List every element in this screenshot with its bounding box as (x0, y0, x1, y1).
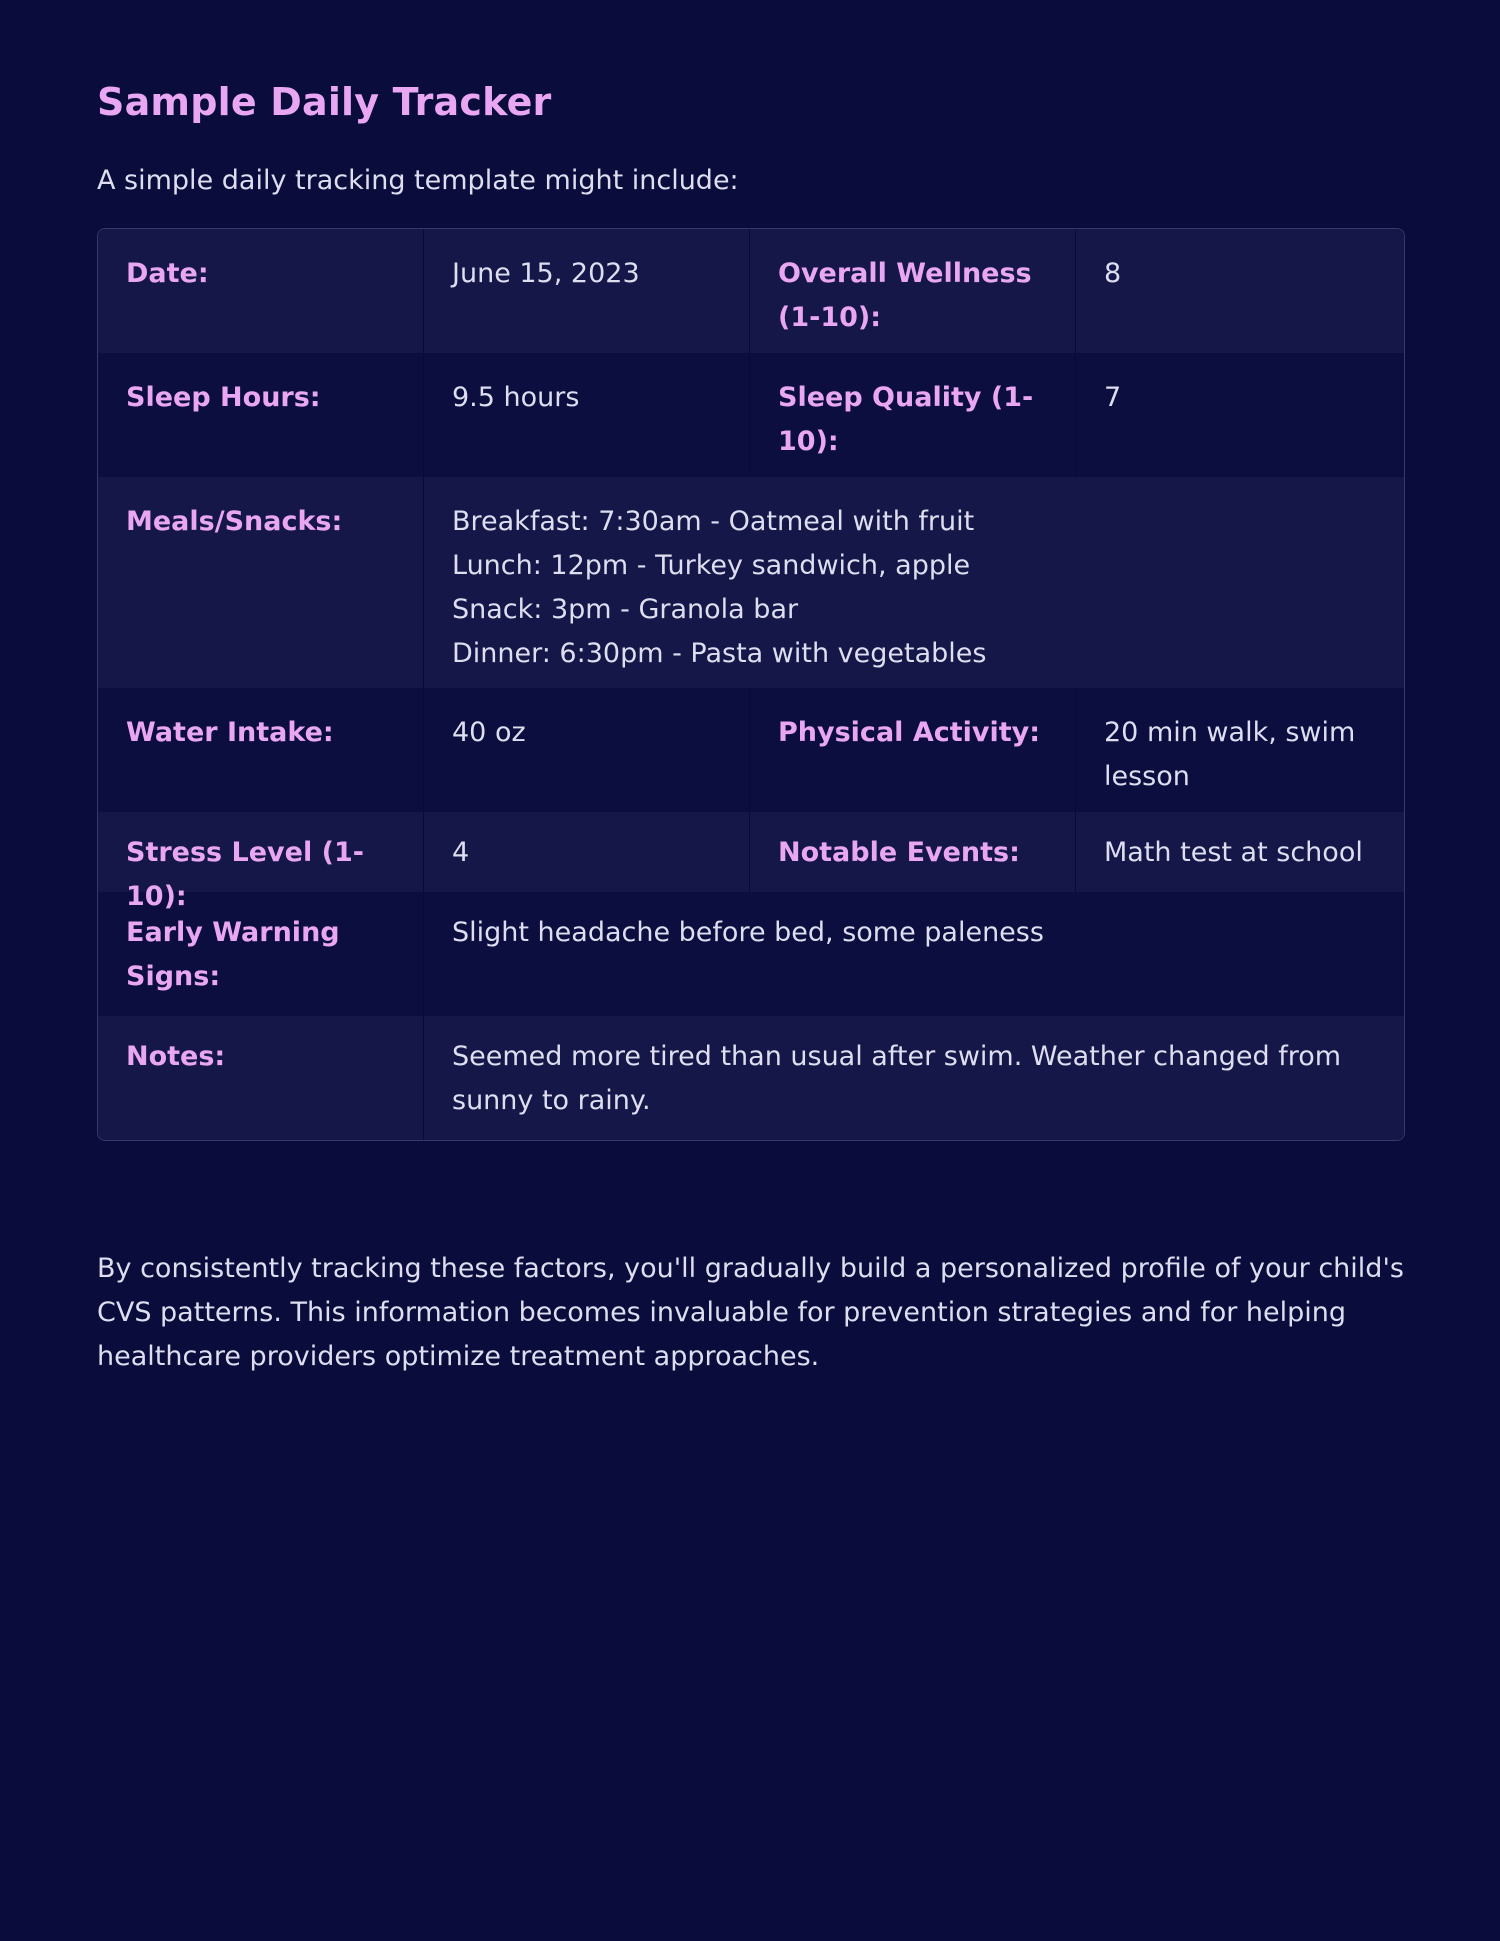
events-value: Math test at school (1104, 837, 1363, 868)
warning-signs-value: Slight headache before bed, some paleness (452, 917, 1044, 948)
table-row (98, 688, 1404, 812)
table-row (98, 353, 1404, 477)
table-row (98, 892, 1404, 1016)
table-row (98, 229, 1404, 353)
sleep-quality-label: Sleep Quality (1-10): (750, 353, 1076, 477)
meal-dinner: Dinner: 6:30pm - Pasta with vegetables (452, 638, 987, 669)
intro-text: A simple daily tracking template might include: (97, 165, 739, 196)
meals-label: Meals/Snacks: (98, 477, 424, 688)
activity-label: Physical Activity: (750, 688, 1076, 812)
notes-label: Notes: (98, 1016, 424, 1140)
sleep-quality-value: 7 (1104, 382, 1122, 413)
events-label: Notable Events: (750, 812, 1076, 892)
date-value: June 15, 2023 (424, 229, 750, 353)
sleep-hours-label: Sleep Hours: (98, 353, 424, 477)
table-row (98, 477, 1404, 688)
stress-value: 4 (424, 812, 750, 892)
table-row (98, 812, 1404, 912)
stress-label: Stress Level (1-10): (98, 812, 424, 892)
meals-value (424, 477, 1404, 688)
meal-breakfast: Breakfast: 7:30am - Oatmeal with fruit (452, 506, 975, 537)
sleep-hours-value: 9.5 hours (424, 353, 750, 477)
water-label: Water Intake: (98, 688, 424, 812)
daily-tracker-table (97, 228, 1405, 1141)
notes-value: Seemed more tired than usual after swim. Weather changed from sunny to rainy. (452, 1041, 1342, 1116)
wellness-label: Overall Wellness (1-10): (750, 229, 1076, 353)
warning-signs-label: Early Warning Signs: (98, 892, 424, 1016)
activity-value: 20 min walk, swim lesson (1104, 717, 1356, 792)
wellness-value: 8 (1104, 258, 1122, 289)
page-title: Sample Daily Tracker (97, 80, 552, 124)
table-row (98, 1016, 1404, 1140)
meal-lunch: Lunch: 12pm - Turkey sandwich, apple (452, 550, 971, 581)
meal-snack: Snack: 3pm - Granola bar (452, 594, 799, 625)
summary-paragraph: By consistently tracking these factors, you'll gradually build a personalized profile of your child's CVS patterns. This information becomes invaluable for prevention strategies and for helping healthcare providers optimize treatment approaches. (97, 1253, 1404, 1372)
date-label: Date: (98, 229, 424, 353)
water-value: 40 oz (424, 688, 750, 812)
